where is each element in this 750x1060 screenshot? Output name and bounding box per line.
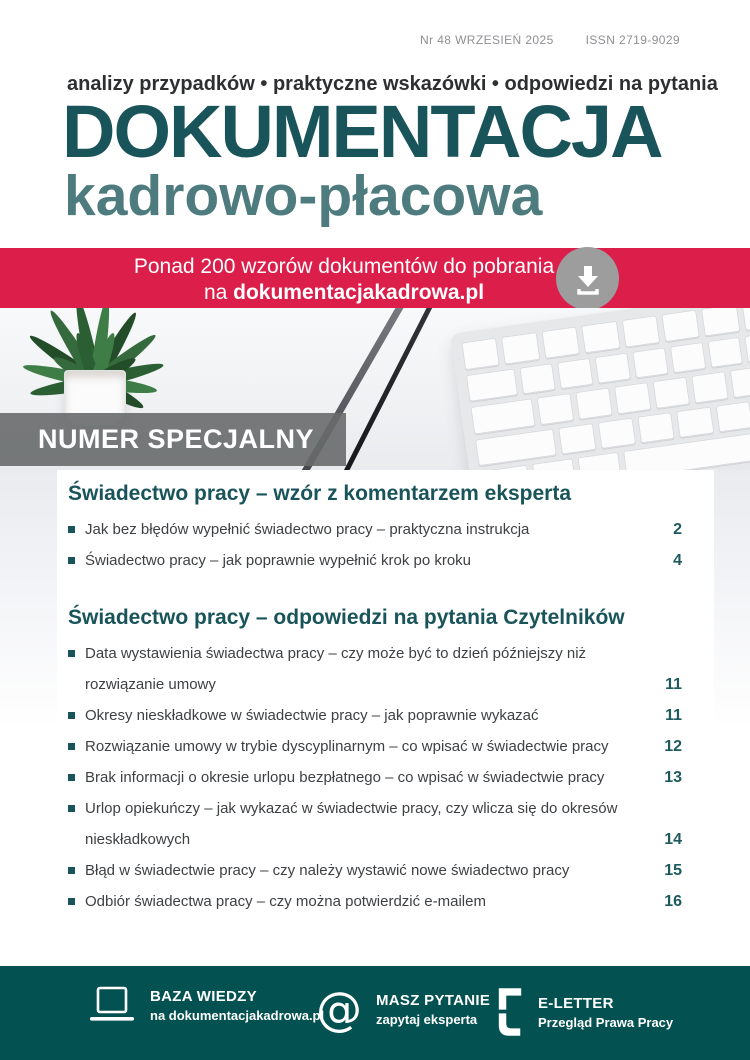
at-icon: @ (316, 982, 362, 1036)
footer-item-text (376, 992, 490, 1027)
toc-item[interactable] (68, 638, 682, 700)
promo-banner (0, 248, 750, 308)
toc-item[interactable] (68, 855, 682, 886)
keyboard-key (707, 336, 743, 368)
toc-item[interactable] (68, 793, 682, 855)
toc-item[interactable] (68, 514, 682, 545)
keyboard-key (559, 423, 597, 455)
keyboard-key (475, 428, 558, 466)
keyboard-key (745, 331, 750, 363)
toc-item-title: Świadectwo pracy – jak poprawnie wypełnić krok po kroku (85, 552, 472, 569)
footer-item-subtitle: zapytaj eksperta (376, 1011, 478, 1027)
magazine-title: DOKUMENTACJA (62, 90, 662, 173)
keyboard-key (466, 368, 519, 402)
keyboard-key (701, 308, 740, 336)
footer-item-text (538, 995, 673, 1030)
toc-item-title: Okresy nieskładkowe w świadectwie pracy – jak poprawnie wykazać (85, 707, 539, 724)
promo-site-link[interactable]: dokumentacjakadrowa.pl (233, 281, 485, 304)
promo-line1: Ponad 200 wzorów dokumentów do pobrania (133, 255, 555, 278)
keyboard-key (730, 366, 750, 398)
toc-item-title: Rozwiązanie umowy w trybie dyscyplinarnym – co wpisać w świadectwie pracy (85, 738, 609, 755)
toc-item-title: Data wystawienia świadectwa pracy – czy może być to dzień późniejszy niż rozwiązanie umowy (85, 645, 587, 693)
keyboard-key (581, 321, 620, 353)
footer-item-subtitle: na dokumentacjakadrowa.pl (150, 1007, 325, 1023)
toc-item-title: Odbiór świadectwa pracy – czy można potwierdzić e-mailem (85, 893, 486, 910)
toc-item[interactable] (68, 545, 682, 576)
download-button[interactable] (556, 247, 619, 310)
toc-item[interactable] (68, 731, 682, 762)
bullet-icon (68, 526, 75, 533)
bullet-icon (68, 712, 75, 719)
keyboard-key (637, 412, 675, 444)
keyboard-key (614, 382, 652, 414)
toc-item-page: 2 (673, 521, 682, 538)
keyboard-key (670, 342, 706, 374)
special-issue-badge: NUMER SPECJALNY (0, 413, 346, 466)
keyboard-key (661, 309, 700, 341)
eletter-icon (496, 986, 524, 1038)
bullet-icon (68, 650, 75, 657)
toc-item-title: Błąd w świadectwie pracy – czy należy wystawić nowe świadectwo pracy (85, 862, 570, 879)
toc-section-heading: Świadectwo pracy – odpowiedzi na pytania Czytelników (68, 606, 625, 629)
footer-item-text (150, 988, 324, 1023)
keyboard-photo (450, 308, 750, 470)
toc-item-page: 14 (664, 831, 682, 848)
footer-item-title: MASZ PYTANIE (376, 991, 491, 1009)
bullet-icon (68, 743, 75, 750)
bullet-icon (68, 898, 75, 905)
keyboard-key (691, 371, 729, 403)
toc-item-page: 11 (665, 676, 682, 693)
toc (57, 470, 714, 943)
issue-line (420, 33, 680, 47)
footer-item-subtitle: Przegląd Prawa Pracy (538, 1014, 674, 1030)
toc-section (68, 606, 682, 917)
magazine-subtitle: kadrowo-płacowa (64, 164, 543, 228)
keyboard-key (577, 452, 621, 470)
keyboard-key (575, 388, 613, 420)
toc-item-title: Jak bez błędów wypełnić świadectwo pracy – praktyczna instrukcja (85, 521, 530, 538)
toc-section-heading: Świadectwo pracy – wzór z komentarzem eksperta (68, 482, 572, 505)
footer-item-baza-wiedzy[interactable] (88, 986, 324, 1024)
keyboard-key (598, 417, 636, 449)
keyboard-key (595, 352, 631, 384)
bullet-icon (68, 805, 75, 812)
download-icon (568, 259, 608, 299)
keyboard-key (715, 401, 750, 433)
footer-item-masz-pytanie[interactable] (316, 982, 491, 1036)
keyboard-key (541, 326, 580, 358)
footer-item-eletter[interactable] (496, 986, 673, 1038)
keyboard-key (653, 377, 691, 409)
keyboard-key (632, 347, 668, 379)
keyboard-key (621, 315, 660, 347)
keyboard-key (532, 459, 576, 470)
issn: ISSN 2719-9029 (585, 33, 680, 47)
toc-item-title: Urlop opiekuńczy – jak wykazać w świadectwie pracy, czy wlicza się do okresów nieskładkowych (85, 800, 618, 848)
keyboard-key (520, 363, 556, 395)
toc-item-page: 11 (665, 707, 682, 724)
keyboard-key (557, 357, 593, 389)
tagline: analizy przypadków • praktyczne wskazówki • odpowiedzi na pytania (67, 73, 718, 95)
toc-item-title: Brak informacji o okresie urlopu bezpłatnego – co wpisać w świadectwie pracy (85, 769, 605, 786)
bullet-icon (68, 774, 75, 781)
toc-item[interactable] (68, 700, 682, 731)
toc-section (68, 482, 682, 576)
bullet-icon (68, 557, 75, 564)
keyboard-key (676, 406, 714, 438)
keyboard-key (536, 393, 574, 425)
keyboard-key (461, 338, 500, 370)
keyboard-key (470, 398, 535, 434)
keyboard-key (501, 332, 540, 364)
toc-item-page: 4 (673, 552, 682, 569)
bullet-icon (68, 867, 75, 874)
toc-item-page: 13 (664, 769, 682, 786)
toc-item-page: 15 (664, 862, 682, 879)
footer-item-title: BAZA WIEDZY (150, 987, 257, 1005)
footer-bar (0, 966, 750, 1060)
laptop-icon (88, 986, 136, 1024)
toc-item[interactable] (68, 886, 682, 917)
toc-item-page: 16 (664, 893, 682, 910)
footer-item-title: E-LETTER (538, 994, 614, 1012)
toc-item-page: 12 (664, 738, 682, 755)
promo-line2-prefix: na (203, 281, 228, 304)
keyboard-key (741, 308, 750, 330)
toc-item[interactable] (68, 762, 682, 793)
issue-number: Nr 48 WRZESIEŃ 2025 (420, 33, 554, 47)
